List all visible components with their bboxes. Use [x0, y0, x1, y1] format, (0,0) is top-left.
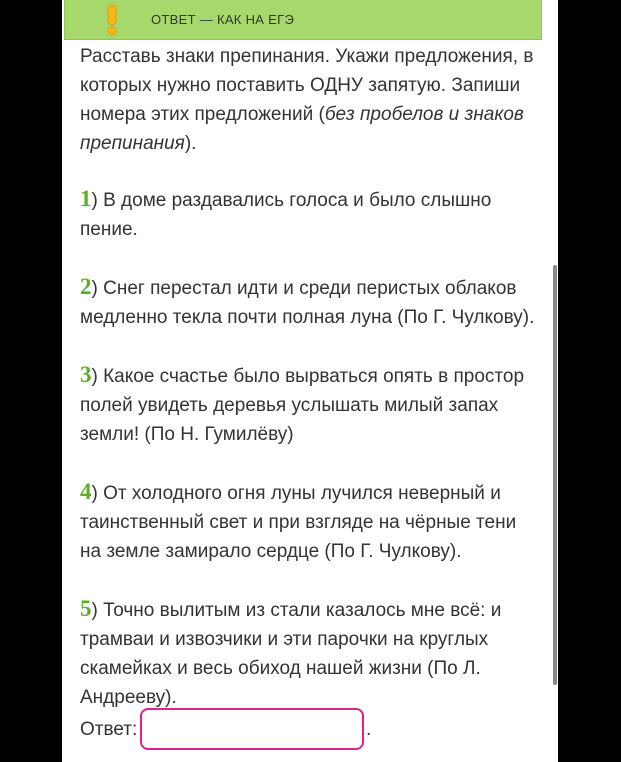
- answer-input[interactable]: [140, 708, 364, 750]
- instruction-text: Расставь знаки препинания. Укажи предложения, в которых нужно поставить ОДНУ запятую. Запиши номера этих предложений (: [80, 46, 534, 125]
- sentence-text: ) От холодного огня луны лучился неверный и таинственный свет и при взгляде на чёрные тени на земле замирало сердце (По Г. Чулкову).: [80, 483, 517, 562]
- sentence-text: ) Какое счастье было вырваться опять в простор полей увидеть деревья услышать милый запах земли! (По Н. Гумилёву): [80, 366, 525, 445]
- sentence-text: ) Точно вылитым из стали казалось мне всё: и трамваи и извозчики и эти парочки на круглых скамейках и весь обиход нашей жизни (По Л. Андрееву).: [80, 600, 502, 708]
- task-instruction: [80, 42, 542, 158]
- sentence-item: [80, 272, 542, 332]
- task-card: [62, 0, 558, 762]
- banner-text: ОТВЕТ — КАК НА ЕГЭ: [151, 12, 295, 27]
- sentence-item: [80, 360, 542, 449]
- sentence-item: [80, 477, 542, 566]
- sentence-number: 2: [80, 274, 92, 299]
- sentence-item: [80, 184, 542, 244]
- answer-format-banner: [64, 0, 542, 40]
- sentence-text: ) В доме раздавались голоса и было слышно пение.: [80, 190, 492, 240]
- instruction-end: ).: [184, 133, 197, 154]
- exclamation-icon: [105, 4, 119, 36]
- answer-label: Ответ:: [80, 719, 138, 740]
- answer-suffix: .: [366, 719, 372, 740]
- sentence-number: 1: [80, 186, 92, 211]
- task-content: [80, 40, 542, 712]
- sentence-text: ) Снег перестал идти и среди перистых облаков медленно текла почти полная луна (По Г. Чулкову).: [80, 278, 535, 328]
- sentence-item: [80, 594, 542, 712]
- answer-row: [80, 708, 380, 752]
- scrollbar[interactable]: [553, 265, 557, 685]
- sentence-number: 4: [80, 479, 92, 504]
- sentence-number: 5: [80, 596, 92, 621]
- instruction-italic: без пробелов и знаков препинания: [80, 104, 524, 154]
- sentence-number: 3: [80, 362, 92, 387]
